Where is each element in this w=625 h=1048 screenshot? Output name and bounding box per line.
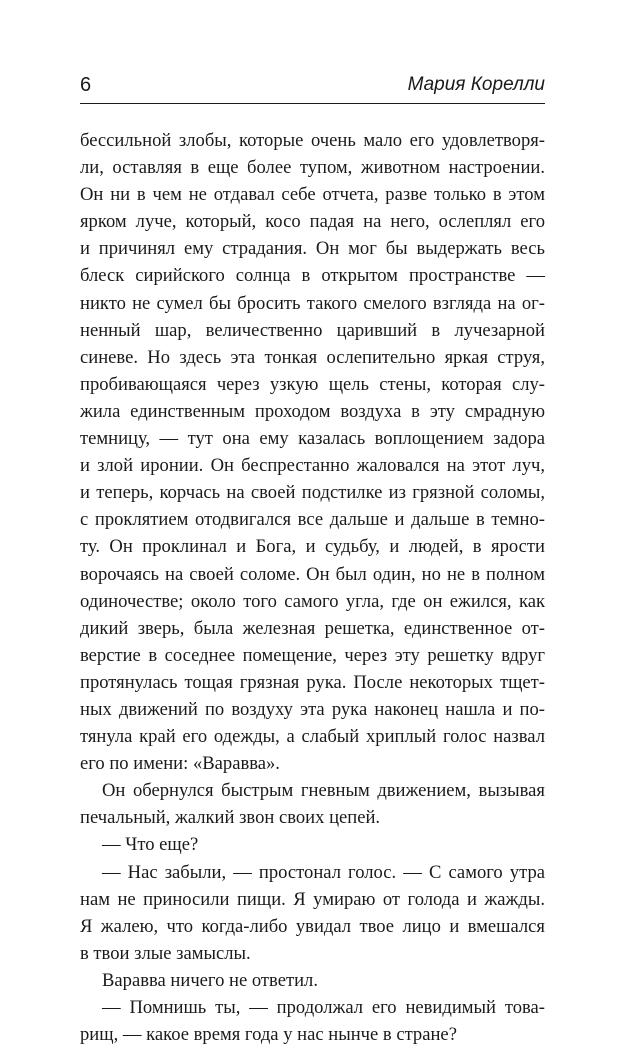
text-line: бессильной злобы, которые очень мало его удовлетворя-: [80, 130, 545, 151]
text-line: — Помнишь ты, — продолжал его невидимый това-: [102, 997, 545, 1018]
text-line: Варавва ничего не ответил.: [102, 969, 318, 991]
running-head-author: Мария Корелли: [407, 74, 545, 95]
text-line: дикий зверь, была железная решетка, единственное от-: [80, 617, 545, 639]
text-line: блеск сирийского солнца в открытом пространстве —: [80, 265, 545, 287]
text-line: нам не приносили пищи. Я умираю от голода и жажды.: [80, 888, 545, 910]
text-line: печальный, жалкий звон своих цепей.: [80, 807, 381, 829]
text-line: Он ни в чем не отдавал себе отчета, разве только в этом: [80, 184, 545, 206]
text-line: и теперь, корчась на своей подстилке из грязной соломы,: [80, 482, 545, 504]
text-line: пробивающаяся через узкую щель стены, которая слу-: [80, 373, 545, 395]
header-rule: [80, 103, 545, 104]
text-line: одиночестве; около того самого угла, где он ежился, как: [80, 590, 545, 612]
text-line: никто не сумел бы бросить такого смелого взгляда на ог-: [80, 292, 545, 314]
text-line: протянулась тощая грязная рука. После некоторых тщет-: [80, 671, 545, 693]
text-line: ных движений по воздуху эта рука наконец нашла и по-: [80, 698, 545, 720]
text-line: синеве. Но здесь эта тонкая ослепительно яркая струя,: [80, 346, 545, 368]
text-line: жила единственным проходом воздуха в эту смрадную: [80, 400, 545, 422]
text-line: — Нас забыли, — простонал голос. — С самого утра: [102, 861, 545, 883]
text-line: рищ, — какое время года у нас нынче в стране?: [80, 1024, 457, 1046]
text-line: и злой иронии. Он беспрестанно жаловался на этот луч,: [80, 455, 545, 477]
text-line: ту. Он проклинал и Бога, и судьбу, и людей, в ярости: [80, 536, 545, 558]
text-line: верстие в соседнее помещение, через эту решетку вдруг: [80, 644, 545, 666]
text-line: ли, оставляя в еще более тупом, животном настроении.: [80, 157, 545, 179]
page-number: 6: [80, 74, 92, 96]
text-line: ворочаясь на своей соломе. Он был один, но не в полном: [80, 563, 545, 585]
text-line: в твои злые замыслы.: [80, 942, 251, 964]
text-line: ярком луче, который, косо падая на него, ослеплял его: [80, 211, 545, 233]
text-line: — Что еще?: [102, 834, 199, 856]
page-header: [80, 70, 545, 100]
text-line: Я жалею, что когда-либо увидал твое лицо и вмешался: [80, 915, 545, 937]
text-line: его по имени: «Варавва».: [80, 753, 280, 775]
text-line: и причинял ему страдания. Он мог бы выдержать весь: [80, 238, 545, 260]
body-text: [80, 127, 545, 1048]
text-line: с проклятием отодвигался все дальше и дальше в темно-: [80, 509, 545, 531]
text-line: ненный шар, величественно царивший в лучезарной: [80, 319, 545, 341]
text-line: темницу, — тут она ему казалась воплощением задора: [80, 428, 545, 450]
text-line: Он обернулся быстрым гневным движением, вызывая: [102, 780, 545, 802]
text-line: тянула край его одежды, а слабый хриплый голос назвал: [80, 726, 545, 748]
